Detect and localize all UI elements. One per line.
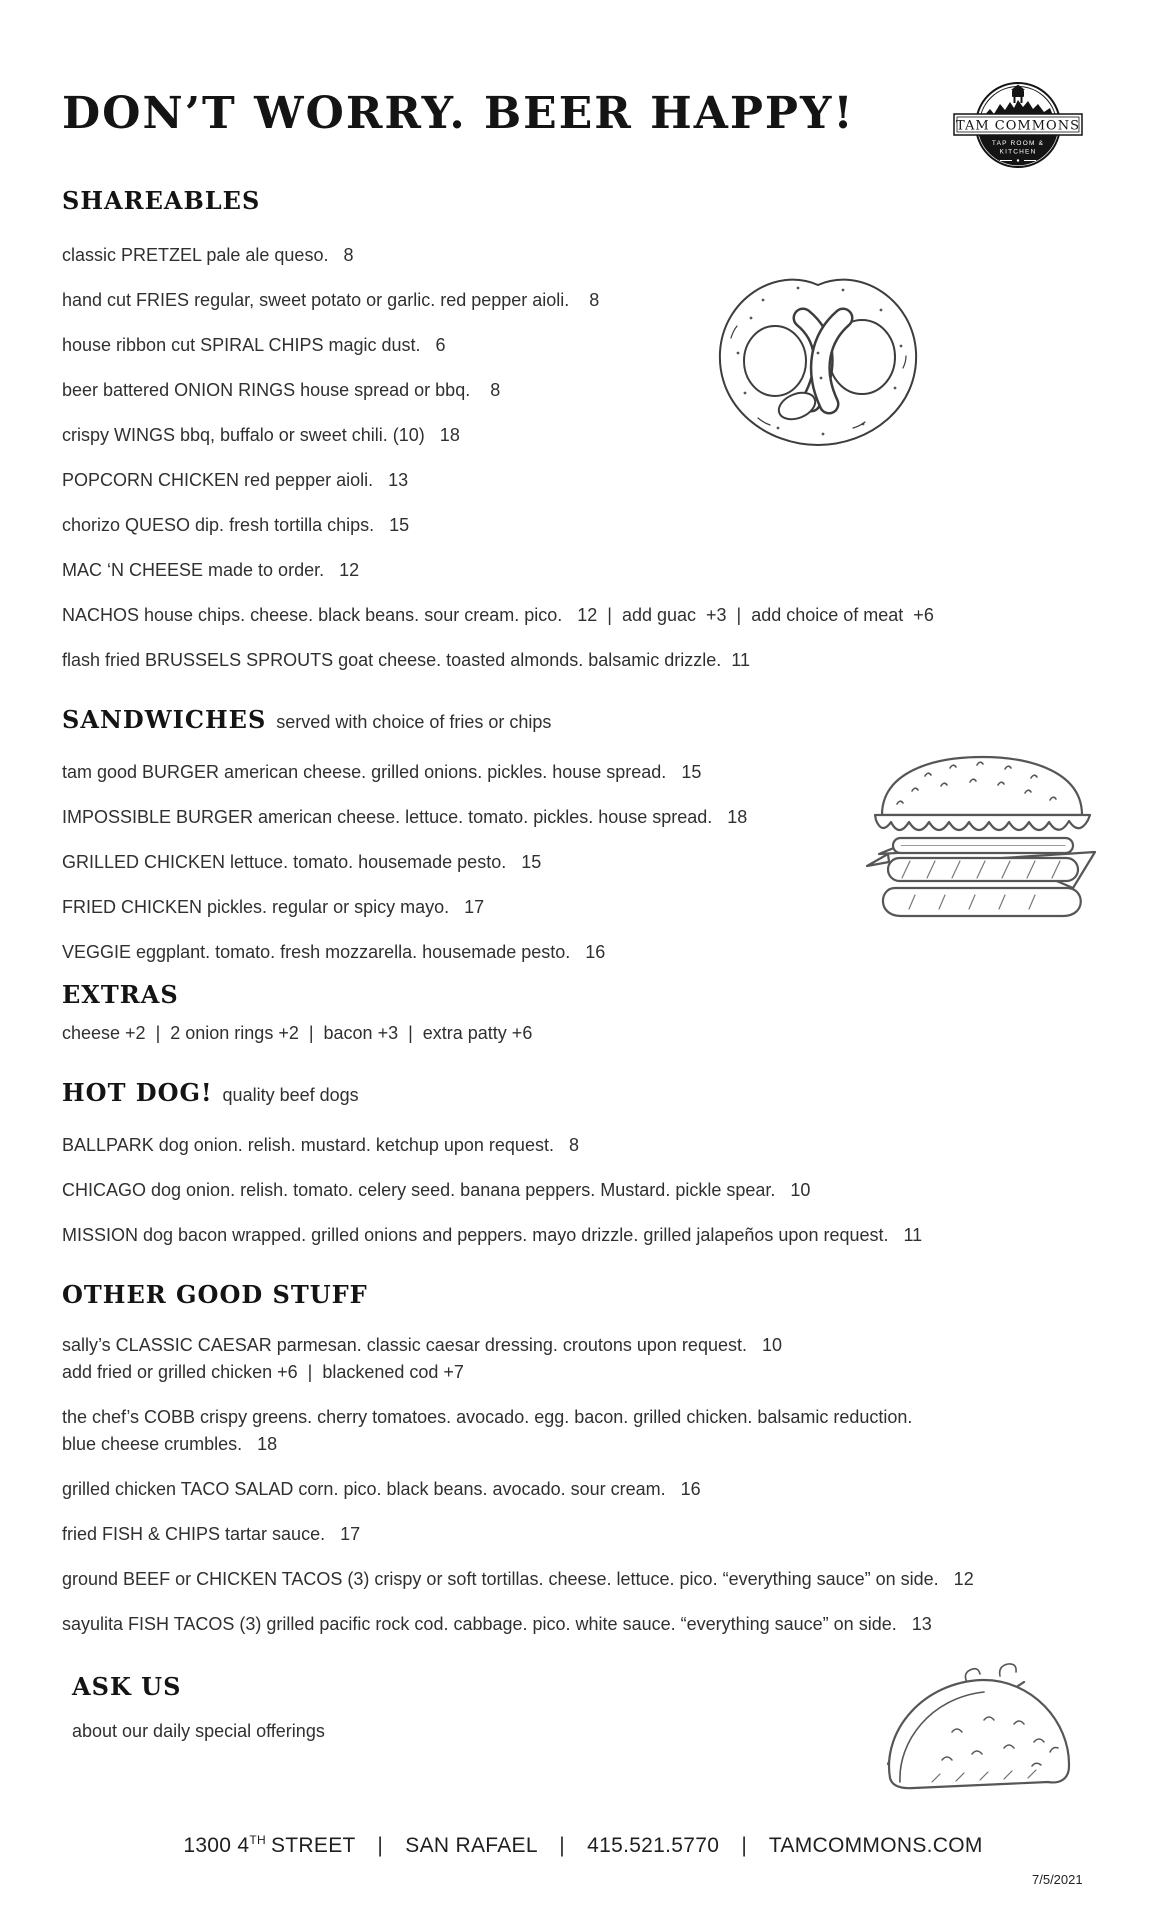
section-items: [62, 1132, 1110, 1249]
menu-sections: [62, 188, 1110, 1745]
section-heading: [62, 707, 1110, 735]
taco-sketch-icon: [872, 1632, 1082, 1800]
section-subtitle: served with choice of fries or chips: [276, 712, 552, 732]
menu-item-line: MISSION dog bacon wrapped. grilled onions and peppers. mayo drizzle. grilled jalapeños upon request. 11: [62, 1225, 923, 1245]
menu-item: [62, 557, 1110, 584]
footer-address: [183, 1834, 355, 1857]
menu-item-line: the chef’s COBB crispy greens. cherry tomatoes. avocado. egg. bacon. grilled chicken. balsamic reduction.: [62, 1407, 913, 1427]
menu-item: [62, 1132, 1110, 1159]
section-heading: [62, 1080, 1110, 1108]
menu-item: [62, 1476, 1110, 1503]
menu-item-line: sayulita FISH TACOS (3) grilled pacific rock cod. cabbage. pico. white sauce. “everything sauce” on side. 13: [62, 1614, 932, 1634]
menu-item-line: grilled chicken TACO SALAD corn. pico. black beans. avocado. sour cream. 16: [62, 1479, 701, 1499]
menu-item: [62, 1521, 1110, 1548]
footer-city: SAN RAFAEL: [405, 1834, 538, 1857]
menu-item-line: add fried or grilled chicken +6 | blackened cod +7: [62, 1362, 464, 1382]
logo-name: TAM COMMONS: [956, 118, 1080, 134]
menu-item-line: CHICAGO dog onion. relish. tomato. celery seed. banana peppers. Mustard. pickle spear. 10: [62, 1180, 811, 1200]
menu-item: [62, 1332, 1110, 1386]
menu-item: [62, 512, 1110, 539]
section-items: [62, 1020, 1110, 1047]
section-items: [62, 1332, 1110, 1638]
menu-item-line: flash fried BRUSSELS SPROUTS goat cheese. toasted almonds. balsamic drizzle. 11: [62, 650, 750, 670]
menu-item-line: cheese +2 | 2 onion rings +2 | bacon +3 | extra patty +6: [62, 1023, 533, 1043]
menu-item: [62, 647, 1110, 674]
section-subtitle: quality beef dogs: [222, 1085, 359, 1105]
footer: [0, 1833, 1166, 1858]
section-title: ASK US: [72, 1672, 182, 1701]
menu-item: [62, 1020, 1110, 1047]
footer-separator: |: [559, 1834, 565, 1857]
menu-item: [62, 1177, 1110, 1204]
section-heading: [62, 188, 1110, 214]
menu-item: [62, 287, 1110, 314]
menu-item-line: IMPOSSIBLE BURGER american cheese. lettuce. tomato. pickles. house spread. 18: [62, 807, 748, 827]
menu-item-line: beer battered ONION RINGS house spread or bbq. 8: [62, 380, 501, 400]
footer-separator: |: [377, 1834, 384, 1857]
section-other-good-stuff: [62, 1282, 1110, 1638]
menu-item-line: fried FISH & CHIPS tartar sauce. 17: [62, 1524, 361, 1544]
menu-item-line: blue cheese crumbles. 18: [62, 1434, 278, 1454]
menu-item: [62, 1404, 1110, 1458]
menu-item-line: sally’s CLASSIC CAESAR parmesan. classic caesar dressing. croutons upon request. 10: [62, 1335, 782, 1355]
pretzel-sketch-icon: [703, 258, 933, 468]
menu-item-line: tam good BURGER american cheese. grilled onions. pickles. house spread. 15: [62, 762, 702, 782]
menu-item: [62, 602, 1110, 629]
section-heading: [62, 1282, 1110, 1308]
menu-item-line: FRIED CHICKEN pickles. regular or spicy mayo. 17: [62, 897, 485, 917]
menu-item: [62, 939, 1110, 966]
section-hot-dog: [62, 1080, 1110, 1249]
section-extras: [62, 982, 1110, 1047]
menu-item: [62, 377, 1110, 404]
menu-item-line: classic PRETZEL pale ale queso. 8: [62, 245, 354, 265]
menu-item: [62, 242, 1110, 269]
burger-sketch-icon: [855, 748, 1110, 933]
section-title: EXTRAS: [62, 980, 179, 1009]
menu-item: [62, 467, 1110, 494]
section-title: SANDWICHES: [62, 705, 267, 734]
logo-tagline-1: TAP ROOM &: [991, 140, 1045, 147]
menu-item-line: crispy WINGS bbq, buffalo or sweet chili. (10) 18: [62, 425, 460, 445]
menu-item-line: POPCORN CHICKEN red pepper aioli. 13: [62, 470, 409, 490]
footer-separator: |: [741, 1834, 748, 1857]
menu-item: [62, 332, 1110, 359]
section-shareables: [62, 188, 1110, 674]
footer-address-ordinal: TH: [249, 1833, 266, 1847]
footer-address-street: STREET: [270, 1834, 356, 1857]
menu-item-line: GRILLED CHICKEN lettuce. tomato. housemade pesto. 15: [62, 852, 542, 872]
page-title: DON’T WORRY. BEER HAPPY!: [62, 88, 855, 139]
menu-item: [62, 1566, 1110, 1593]
footer-address-number: 1300 4: [183, 1834, 250, 1857]
tam-commons-logo-icon: [952, 78, 1084, 176]
menu-item-line: MAC ‘N CHEESE made to order. 12: [62, 560, 360, 580]
document-date: 7/5/2021: [1032, 1872, 1083, 1887]
logo-tagline-2: KITCHEN: [999, 148, 1037, 156]
menu-item-line: about our daily special offerings: [72, 1721, 325, 1741]
menu-item-line: VEGGIE eggplant. tomato. fresh mozzarella. housemade pesto. 16: [62, 942, 606, 962]
menu-item-line: house ribbon cut SPIRAL CHIPS magic dust. 6: [62, 335, 446, 355]
section-title: SHAREABLES: [62, 186, 261, 215]
section-items: [62, 242, 1110, 674]
menu-item: [62, 422, 1110, 449]
section-title: OTHER GOOD STUFF: [62, 1280, 368, 1309]
section-heading: [62, 982, 1110, 1008]
menu-item-line: NACHOS house chips. cheese. black beans. sour cream. pico. 12 | add guac +3 | add choice of meat +6: [62, 605, 934, 625]
menu-item-line: BALLPARK dog onion. relish. mustard. ketchup upon request. 8: [62, 1135, 579, 1155]
section-title: HOT DOG!: [62, 1078, 213, 1107]
menu-item-line: hand cut FRIES regular, sweet potato or garlic. red pepper aioli. 8: [62, 290, 600, 310]
menu-item-line: ground BEEF or CHICKEN TACOS (3) crispy or soft tortillas. cheese. lettuce. pico. “everything sauce” on side. 12: [62, 1569, 974, 1589]
menu-item-line: chorizo QUESO dip. fresh tortilla chips. 15: [62, 515, 410, 535]
menu-item: [62, 1222, 1110, 1249]
footer-website: TAMCOMMONS.COM: [768, 1834, 983, 1857]
footer-phone: 415.521.5770: [587, 1834, 720, 1857]
